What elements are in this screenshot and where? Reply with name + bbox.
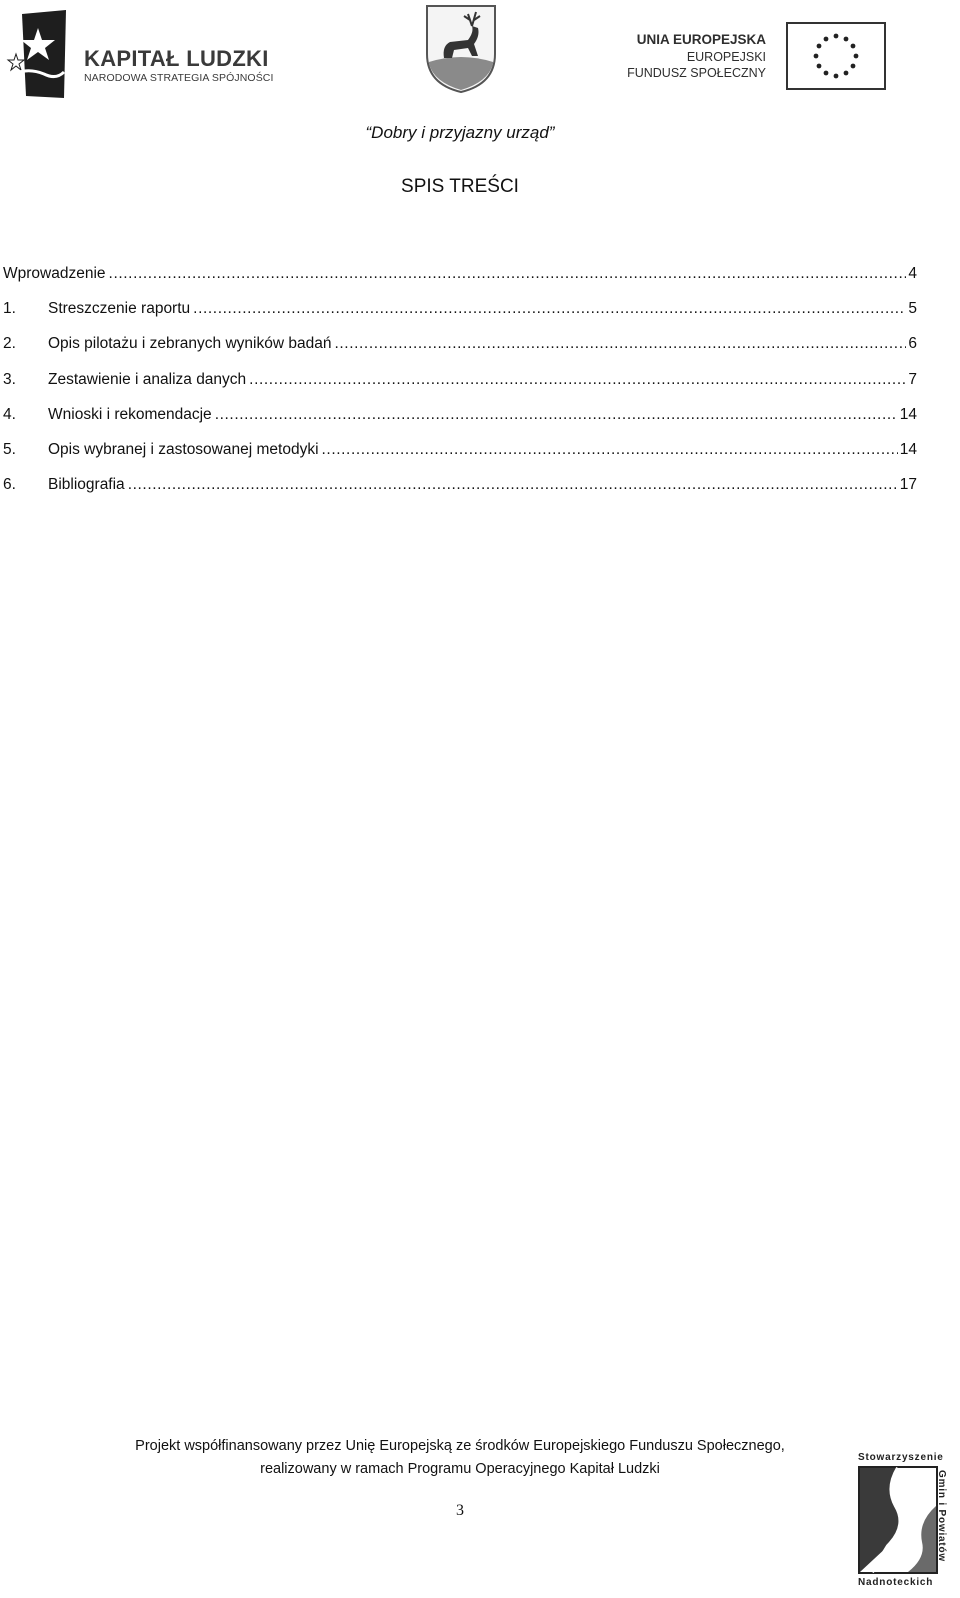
toc-entry-title: Opis wybranej i zastosowanej metodyki [48, 440, 319, 458]
toc-entry-number: 1. [3, 300, 16, 318]
toc-dot-leader [215, 406, 898, 424]
association-logo-bottom: Nadnoteckich [858, 1577, 934, 1588]
toc-entry[interactable] [3, 476, 917, 511]
toc-dot-leader [322, 441, 898, 459]
toc-entry-title: Wprowadzenie [3, 265, 106, 282]
toc-dot-leader [128, 476, 898, 494]
toc-entry-page: 6 [908, 335, 917, 353]
toc-entry[interactable] [3, 406, 917, 441]
toc-entry[interactable] [3, 371, 917, 406]
toc-entry-page: 17 [899, 476, 917, 494]
toc-entry[interactable] [3, 335, 917, 370]
association-logo-side: Gmin i Powiatów [936, 1470, 947, 1563]
toc-entry-title: Zestawienie i analiza danych [48, 370, 247, 388]
kapital-ludzki-logo [4, 8, 274, 100]
toc-entry-number: 4. [3, 405, 16, 423]
kapital-ludzki-emblem-icon [4, 8, 74, 100]
document-tagline: “Dobry i przyjazny urząd” [365, 123, 555, 142]
toc-entry-title: Bibliografia [48, 476, 125, 494]
toc-dot-leader [249, 371, 906, 389]
toc-dot-leader [109, 265, 907, 283]
footer-funding-line1: Projekt współfinansowany przez Unię Europejską ze środków Europejskiego Funduszu Społecznego, [135, 1438, 785, 1454]
toc-entry-page: 4 [908, 265, 917, 282]
toc-entry-page: 5 [908, 300, 917, 318]
river-map-icon [858, 1466, 938, 1574]
toc-entry-page: 7 [908, 370, 917, 388]
table-of-contents [3, 265, 917, 511]
toc-entry-number: 6. [3, 476, 16, 494]
eu-logo-line1: UNIA EUROPEJSKA [636, 32, 766, 47]
toc-dot-leader [334, 335, 906, 353]
kapital-ludzki-subtitle: NARODOWA STRATEGIA SPÓJNOŚCI [84, 72, 274, 84]
page-number: 3 [456, 1502, 464, 1519]
association-logo [858, 1444, 954, 1592]
toc-entry[interactable] [3, 265, 917, 300]
eu-logo-line2: EUROPEJSKI [686, 50, 766, 64]
deer-coat-of-arms-icon [422, 2, 500, 94]
toc-heading: SPIS TREŚCI [401, 176, 519, 197]
toc-entry-title: Wnioski i rekomendacje [48, 405, 212, 423]
toc-dot-leader [193, 300, 906, 318]
toc-entry[interactable] [3, 300, 917, 335]
coat-of-arms-logo [422, 2, 500, 94]
toc-entry-page: 14 [899, 440, 917, 458]
toc-entry[interactable] [3, 441, 917, 476]
kapital-ludzki-title: KAPITAŁ LUDZKI [84, 46, 269, 71]
toc-entry-page: 14 [899, 405, 917, 423]
footer-funding-line2: realizowany w ramach Programu Operacyjnego Kapitał Ludzki [260, 1461, 660, 1477]
toc-entry-number: 5. [3, 440, 16, 458]
association-logo-top: Stowarzyszenie [858, 1452, 944, 1463]
eu-flag-icon [786, 22, 886, 90]
toc-entry-number: 2. [3, 335, 16, 353]
eu-logo-line3: FUNDUSZ SPOŁECZNY [627, 66, 766, 80]
toc-entry-title: Streszczenie raportu [48, 300, 191, 318]
toc-entry-title: Opis pilotażu i zebranych wyników badań [48, 335, 332, 353]
eu-stars-icon [788, 24, 884, 88]
eu-social-fund-logo [628, 22, 886, 94]
toc-entry-number: 3. [3, 370, 16, 388]
